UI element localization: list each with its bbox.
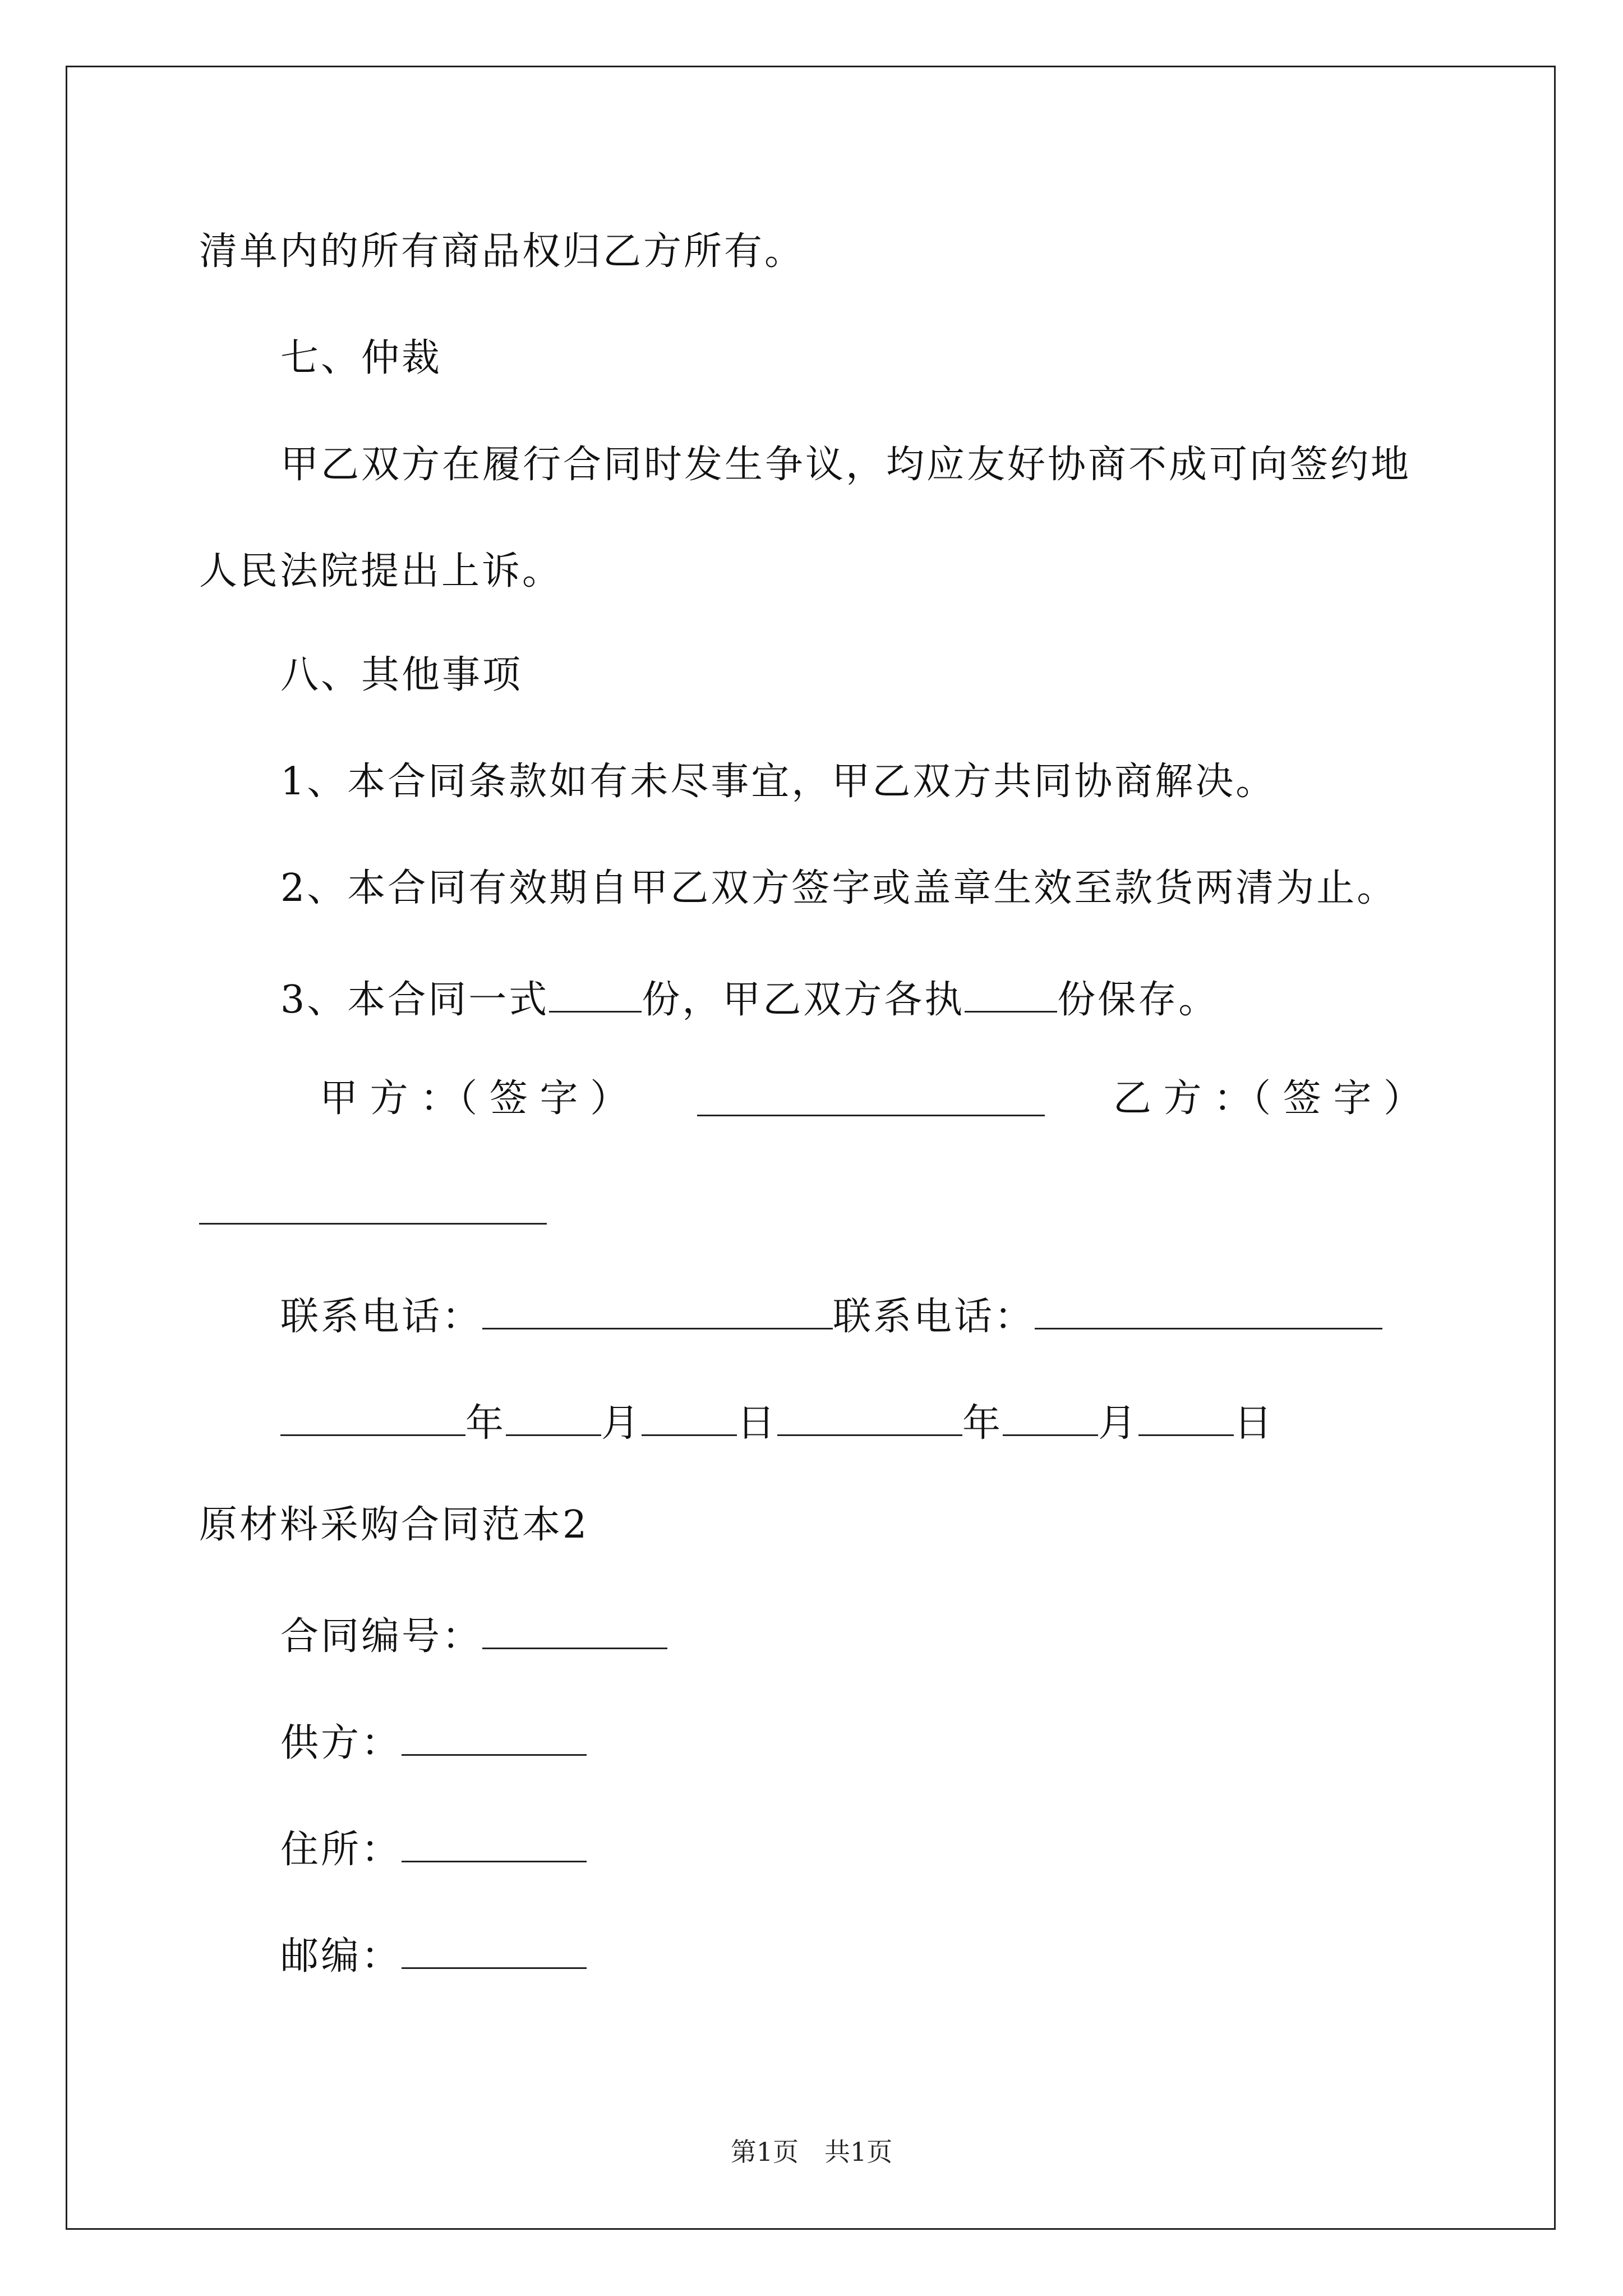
field-supplier-blank (402, 1719, 587, 1756)
paragraph-dispute-cont: 人民法院提出上诉。 (199, 549, 563, 593)
field-postcode (280, 1932, 587, 1976)
page-border (66, 66, 1556, 2230)
field-postcode-label: 邮编： (280, 1934, 402, 1978)
date-line (280, 1400, 1275, 1446)
year-label-b: 年 (962, 1401, 1003, 1446)
contact-line (280, 1293, 1382, 1339)
month-blank-b (1003, 1400, 1098, 1436)
day-label-b: 日 (1234, 1401, 1275, 1446)
contact-blank-a (482, 1293, 833, 1329)
contact-blank-b (1035, 1293, 1382, 1329)
field-address (280, 1826, 587, 1872)
day-label-a: 日 (737, 1401, 778, 1446)
contact-label-a: 联系电话： (280, 1295, 483, 1339)
clause-3-part1: 3、本合同一式 (280, 978, 550, 1022)
field-contract-number (280, 1613, 667, 1659)
year-blank-a (280, 1400, 465, 1436)
clause-1: 1、本合同条款如有未尽事宜，甲乙双方共同协商解决。 (280, 760, 1276, 804)
section-2-title: 原材料采购合同范本2 (199, 1503, 589, 1547)
month-label-a: 月 (601, 1401, 642, 1446)
field-address-blank (402, 1826, 587, 1862)
field-supplier (280, 1719, 587, 1763)
copies-blank-each (965, 976, 1057, 1013)
party-a-signature-label: 甲 方 ：（ 签 字 ） (320, 1076, 629, 1121)
year-label-a: 年 (465, 1401, 506, 1446)
party-b-signature-label: 乙 方 ：（ 签 字 ） (1113, 1076, 1422, 1121)
year-blank-b (777, 1400, 962, 1436)
field-contract-number-label: 合同编号： (280, 1614, 483, 1659)
field-contract-number-blank (482, 1613, 667, 1649)
clause-2: 2、本合同有效期自甲乙双方签字或盖章生效至款货两清为止。 (280, 866, 1398, 910)
heading-other-matters: 八、其他事项 (280, 653, 523, 697)
clause-3-part3: 份保存。 (1057, 978, 1219, 1022)
month-label-b: 月 (1098, 1401, 1139, 1446)
paragraph-ownership: 清单内的所有商品权归乙方所有。 (199, 229, 805, 274)
signature-line (320, 1076, 1422, 1121)
heading-arbitration: 七、仲裁 (280, 336, 442, 380)
contact-label-b: 联系电话： (833, 1295, 1035, 1339)
party-a-signature-blank (697, 1080, 1045, 1116)
copies-blank-total (549, 976, 642, 1013)
clause-3 (280, 976, 1219, 1022)
day-blank-b (1138, 1400, 1234, 1436)
month-blank-a (506, 1400, 601, 1436)
field-supplier-label: 供方： (280, 1721, 402, 1765)
field-postcode-blank (402, 1932, 587, 1969)
field-address-label: 住所： (280, 1828, 402, 1872)
clause-3-part2: 份，甲乙双方各执 (642, 978, 965, 1022)
page-footer: 第1页 共1页 (730, 2137, 893, 2167)
day-blank-a (642, 1400, 737, 1436)
party-b-signature-blank (199, 1223, 547, 1225)
paragraph-dispute: 甲乙双方在履行合同时发生争议，均应友好协商不成可向签约地 (280, 443, 1412, 487)
